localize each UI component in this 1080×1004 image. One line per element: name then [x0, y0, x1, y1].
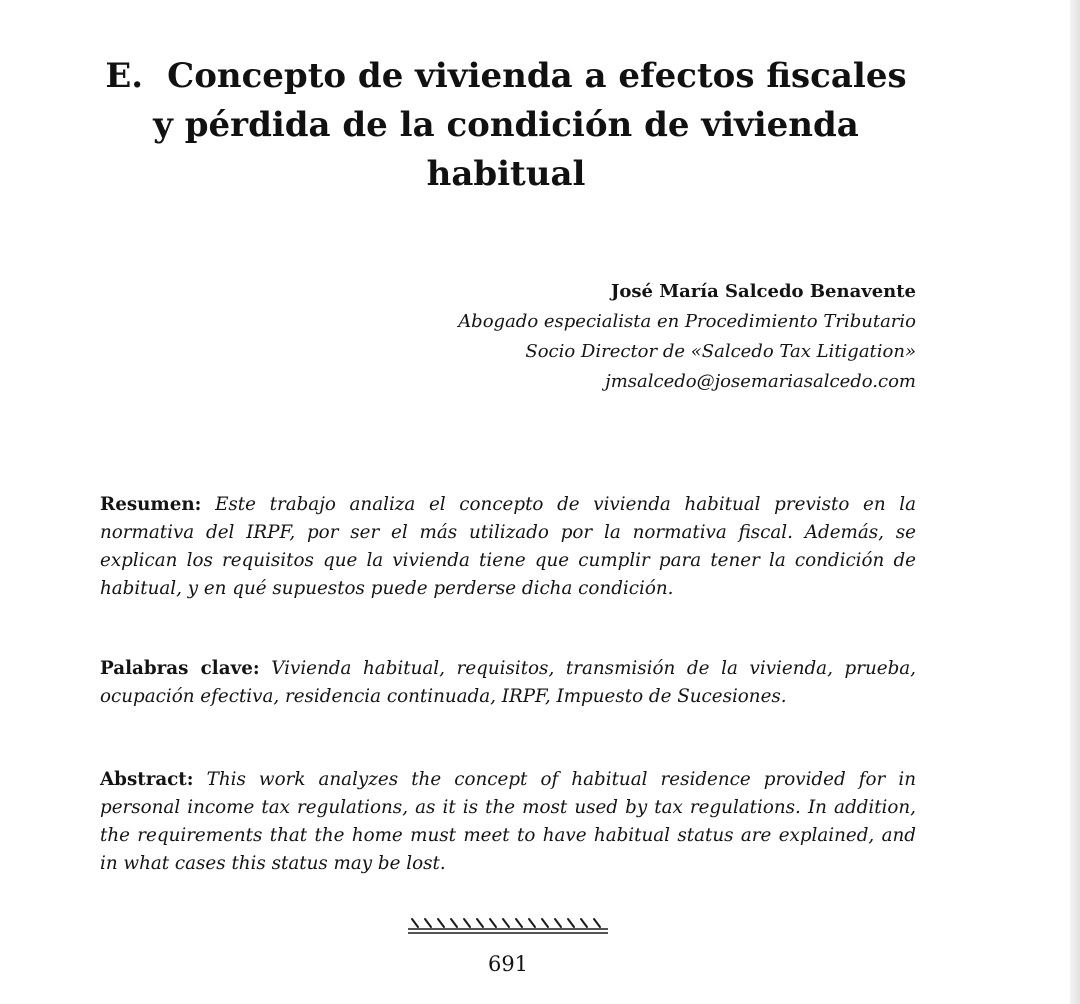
author-block — [458, 277, 916, 397]
article-title: Concepto de vivienda a efectos fiscales y pérdida de la condición de vivienda habitual — [153, 56, 907, 194]
abstract-label: Abstract: — [100, 769, 194, 790]
summary-label: Resumen: — [100, 494, 202, 515]
author-role: Abogado especialista en Procedimiento Tributario — [458, 311, 916, 332]
article-title-heading — [100, 52, 912, 199]
author-position: Socio Director de «Salcedo Tax Litigation» — [525, 341, 916, 362]
summary-text: Este trabajo analiza el concepto de vivienda habitual previsto en la normativa del IRPF, por ser el más utilizado por la normativa fiscal. Además, se explican los requisitos que la vivienda tiene que cumplir para tener la condición de habitual, y en qué supuestos puede perderse dicha condición. — [100, 494, 916, 599]
abstract-paragraph — [100, 766, 916, 878]
keywords-label: Palabras clave: — [100, 658, 260, 679]
decorative-rule-icon — [408, 915, 608, 935]
summary-paragraph — [100, 491, 916, 603]
page-number: 691 — [487, 952, 529, 976]
section-letter: E. — [105, 56, 144, 96]
author-name: José María Salcedo Benavente — [610, 281, 916, 302]
keywords-text: Vivienda habitual, requisitos, transmisión de la vivienda, prueba, ocupación efectiva, residencia continuada, IRPF, Impuesto de Sucesiones. — [100, 658, 916, 707]
keywords-paragraph — [100, 655, 916, 711]
author-email: jmsalcedo@josemariasalcedo.com — [605, 371, 916, 392]
page-edge-shadow — [1070, 0, 1080, 1004]
abstract-text: This work analyzes the concept of habitual residence provided for in personal income tax regulations, as it is the most used by tax regulations. In addition, the requirements that the home must meet to have habitual status are explained, and in what cases this status may be lost. — [100, 769, 916, 874]
